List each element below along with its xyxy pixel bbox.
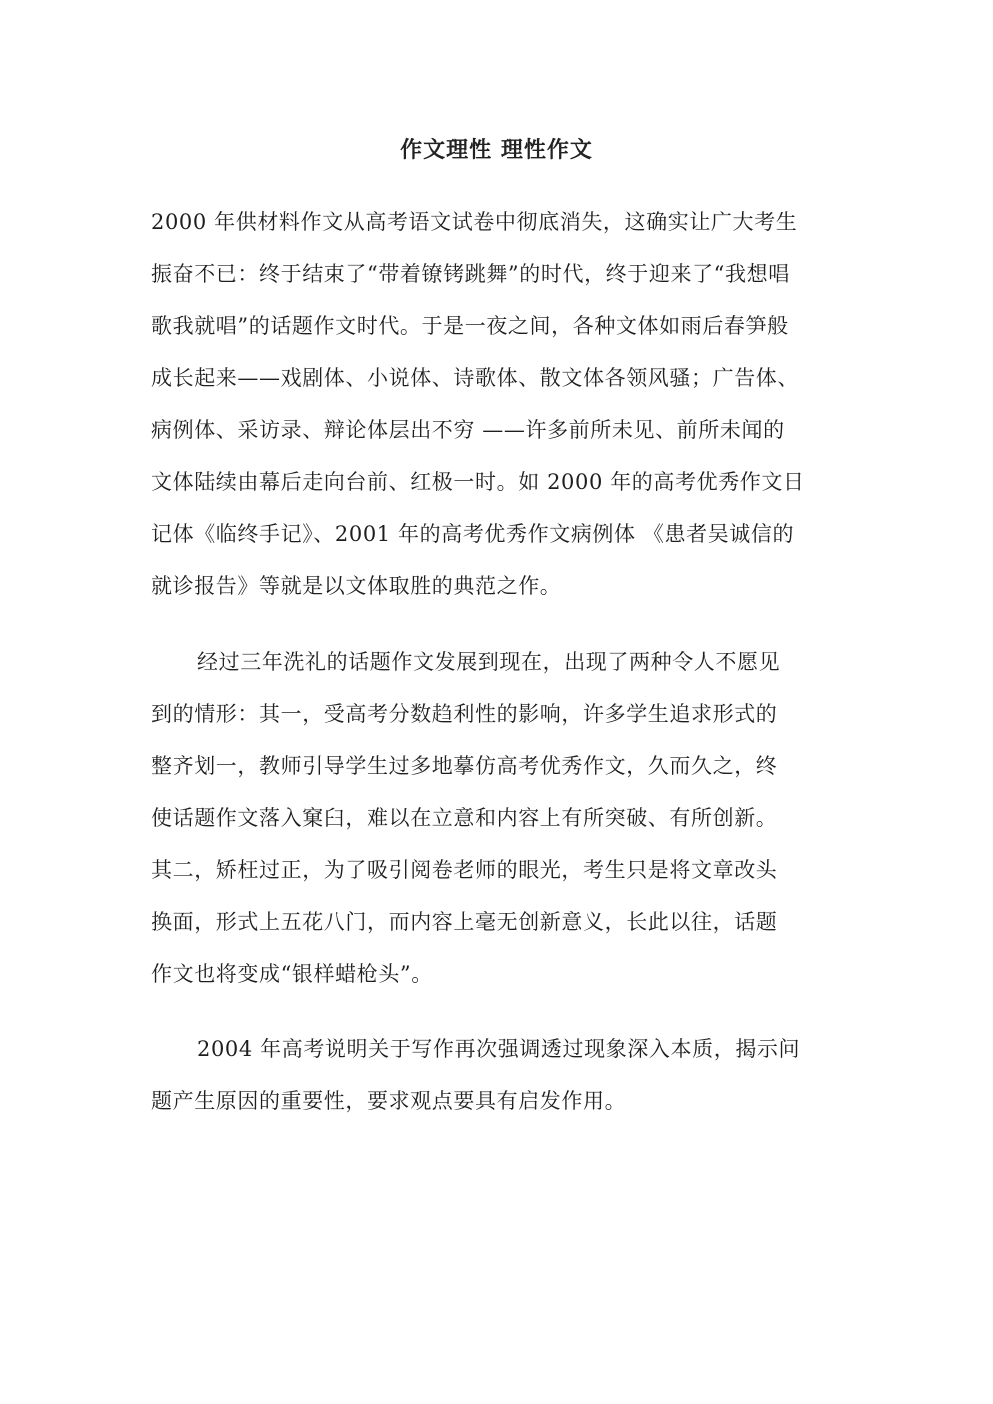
paragraph-line: 题产生原因的重要性，要求观点要具有启发作用。 [151,1089,627,1113]
paragraph-line: 作文也将变成“银样蜡枪头”。 [151,962,433,986]
paragraph-line: 振奋不已：终于结束了“带着镣铐跳舞”的时代，终于迎来了“我想唱 [151,262,790,286]
paragraph-line: 成长起来——戏剧体、小说体、诗歌体、散文体各领风骚；广告体、 [151,366,799,390]
document-title: 作文理性 理性作文 [400,138,593,163]
paragraph-line: 换面，形式上五花八门，而内容上毫无创新意义，长此以往，话题 [151,910,778,934]
paragraph-line: 到的情形：其一，受高考分数趋利性的影响，许多学生追求形式的 [151,702,778,726]
paragraph-line: 就诊报告》等就是以文体取胜的典范之作。 [151,574,562,598]
paragraph-line: 2004 年高考说明关于写作再次强调透过现象深入本质，揭示问 [197,1037,801,1061]
paragraph-line: 整齐划一，教师引导学生过多地摹仿高考优秀作文，久而久之，终 [151,754,778,778]
paragraph-line: 经过三年洗礼的话题作文发展到现在，出现了两种令人不愿见 [197,650,781,674]
paragraph-line: 记体《临终手记》、2001 年的高考优秀作文病例体 《患者吴诚信的 [151,522,795,546]
paragraph-3 [151,1023,841,1127]
paragraph-line: 2000 年供材料作文从高考语文试卷中彻底消失，这确实让广大考生 [151,210,798,234]
paragraph-2 [151,636,841,1000]
paragraph-1 [151,196,841,612]
paragraph-line: 使话题作文落入窠臼，难以在立意和内容上有所突破、有所创新。 [151,806,778,830]
paragraph-line: 文体陆续由幕后走向台前、红极一时。如 2000 年的高考优秀作文日 [151,470,805,494]
paragraph-line: 歌我就唱”的话题作文时代。于是一夜之间，各种文体如雨后春笋般 [151,314,789,338]
paragraph-line: 其二，矫枉过正，为了吸引阅卷老师的眼光，考生只是将文章改头 [151,858,778,882]
paragraph-line: 病例体、采访录、辩论体层出不穷 ——许多前所未见、前所未闻的 [151,418,785,442]
